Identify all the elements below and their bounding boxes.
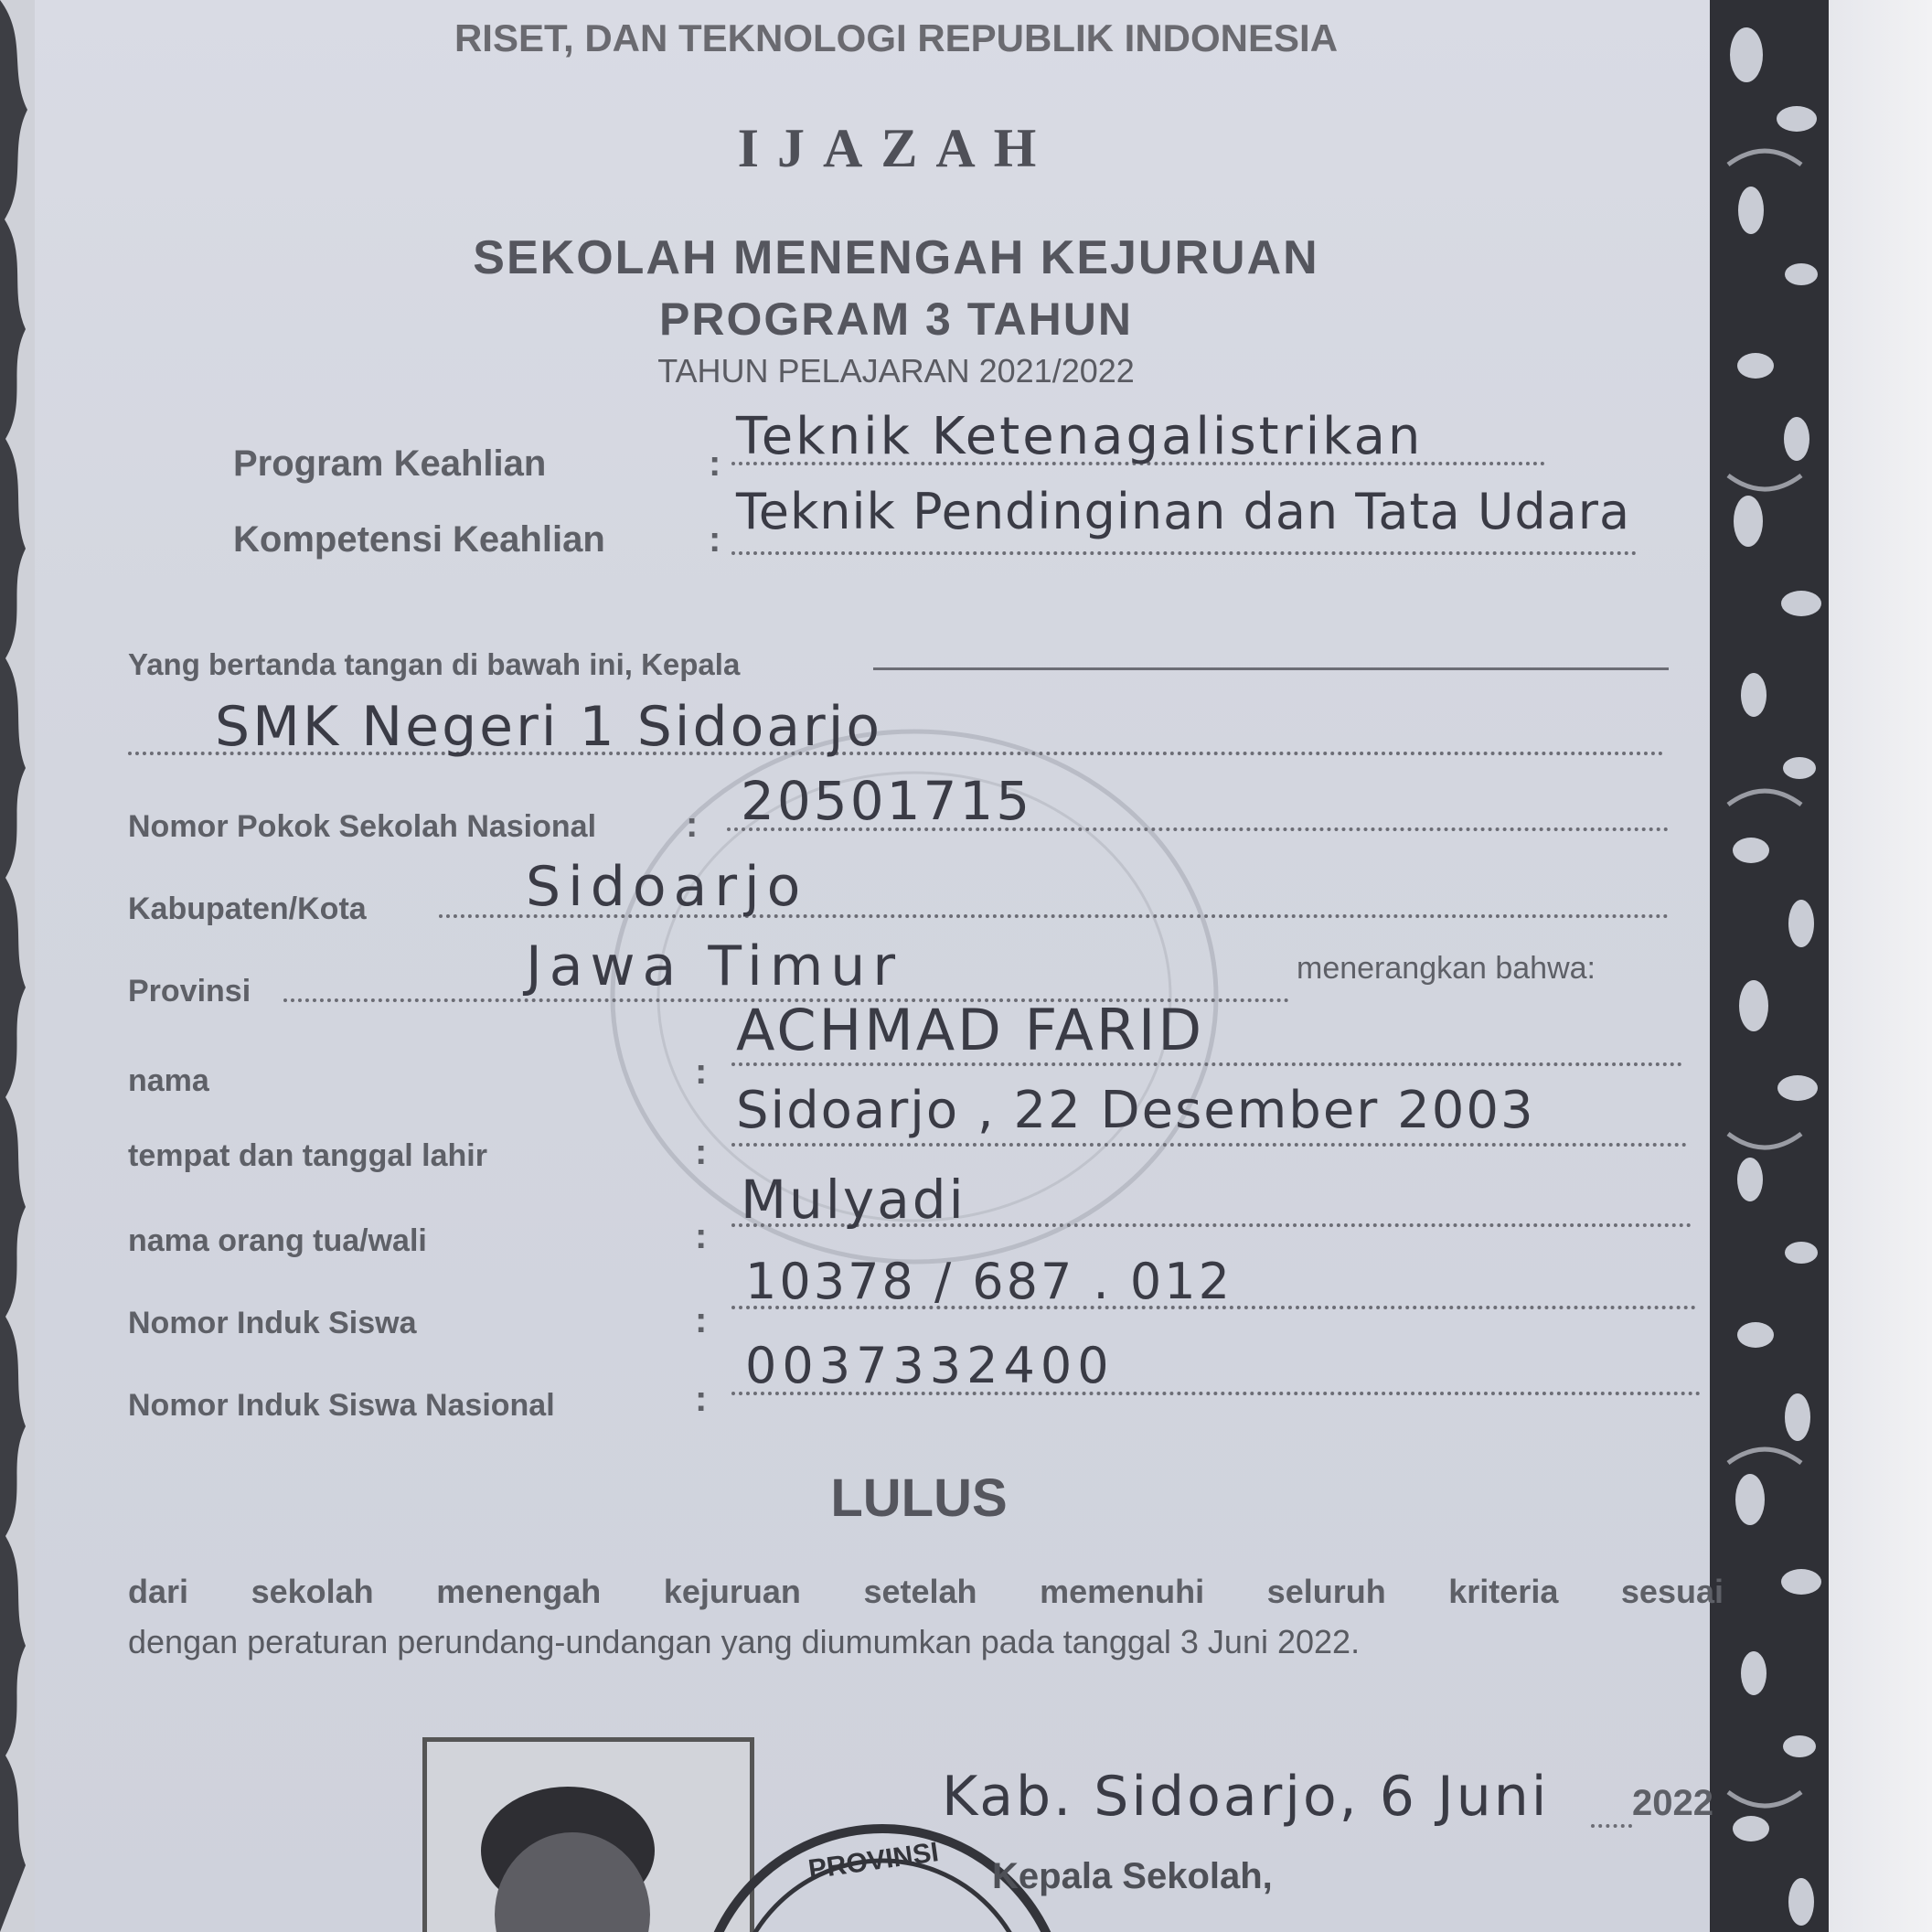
colon: : [695, 1051, 708, 1092]
provinsi-label: Provinsi [128, 974, 251, 1009]
dotted-line [731, 551, 1637, 555]
npsn-label: Nomor Pokok Sekolah Nasional [128, 809, 597, 844]
kompetensi-keahlian-value: Teknik Pendinginan dan Tata Udara [736, 483, 1631, 540]
right-ornament-border [1710, 0, 1829, 1932]
result-text-line-2: dengan peraturan perundang-undangan yang diumumkan pada tanggal 3 Juni 2022. [128, 1623, 1361, 1660]
orang-tua-value: Mulyadi [741, 1169, 966, 1231]
menerangkan-bahwa-text: menerangkan bahwa: [1297, 951, 1596, 986]
ttl-label: tempat dan tanggal lahir [128, 1138, 487, 1173]
program-keahlian-label: Program Keahlian [233, 443, 547, 484]
school-type-heading: SEKOLAH MENENGAH KEJURUAN [473, 231, 1319, 284]
kabupaten-value: Sidoarjo [526, 855, 808, 919]
colon: : [695, 1379, 708, 1419]
graduation-status: LULUS [830, 1468, 1008, 1528]
npsn-value: 20501715 [741, 770, 1033, 832]
program-keahlian-value: Teknik Ketenagalistrikan [736, 407, 1424, 466]
nisn-label: Nomor Induk Siswa Nasional [128, 1388, 555, 1423]
nama-label: nama [128, 1063, 209, 1098]
colon: : [709, 443, 721, 484]
ttl-value: Sidoarjo , 22 Desember 2003 [736, 1081, 1535, 1140]
colon: : [695, 1132, 708, 1172]
result-text-line-1: dari sekolah menengah kejuruan setelah memenuhi seluruh kriteria sesuai [128, 1573, 1724, 1610]
left-ornament-border [0, 0, 35, 1932]
dotted-line [731, 1143, 1687, 1147]
ministry-line: RISET, DAN TEKNOLOGI REPUBLIK INDONESIA [454, 16, 1339, 59]
underline [873, 667, 1669, 670]
academic-year: TAHUN PELAJARAN 2021/2022 [657, 352, 1135, 390]
nis-value: 10378 / 687 . 012 [745, 1253, 1233, 1310]
background-strip [1829, 0, 1932, 1932]
student-name-value: ACHMAD FARID [736, 997, 1205, 1063]
school-name-value: SMK Negeri 1 Sidoarjo [215, 695, 883, 759]
kepala-intro-text: Yang bertanda tangan di bawah ini, Kepala [128, 647, 741, 681]
nisn-value: 0037332400 [745, 1337, 1115, 1394]
program-heading: PROGRAM 3 TAHUN [659, 294, 1133, 345]
kepala-sekolah-title: Kepala Sekolah, [992, 1856, 1273, 1896]
colon: : [686, 805, 699, 845]
dotted-line [1591, 1824, 1632, 1828]
kompetensi-keahlian-label: Kompetensi Keahlian [233, 519, 605, 560]
kabupaten-label: Kabupaten/Kota [128, 891, 367, 926]
nis-label: Nomor Induk Siswa [128, 1306, 417, 1340]
colon: : [695, 1216, 708, 1256]
colon: : [709, 519, 721, 560]
document-title: IJAZAH [737, 118, 1055, 178]
provinsi-value: Jawa Timur [526, 934, 902, 998]
signature-year: 2022 [1632, 1783, 1713, 1823]
orang-tua-label: nama orang tua/wali [128, 1223, 427, 1258]
stamp-text: PROVINSI [806, 1837, 941, 1885]
colon: : [695, 1300, 708, 1340]
place-date-value: Kab. Sidoarjo, 6 Juni [942, 1765, 1550, 1829]
